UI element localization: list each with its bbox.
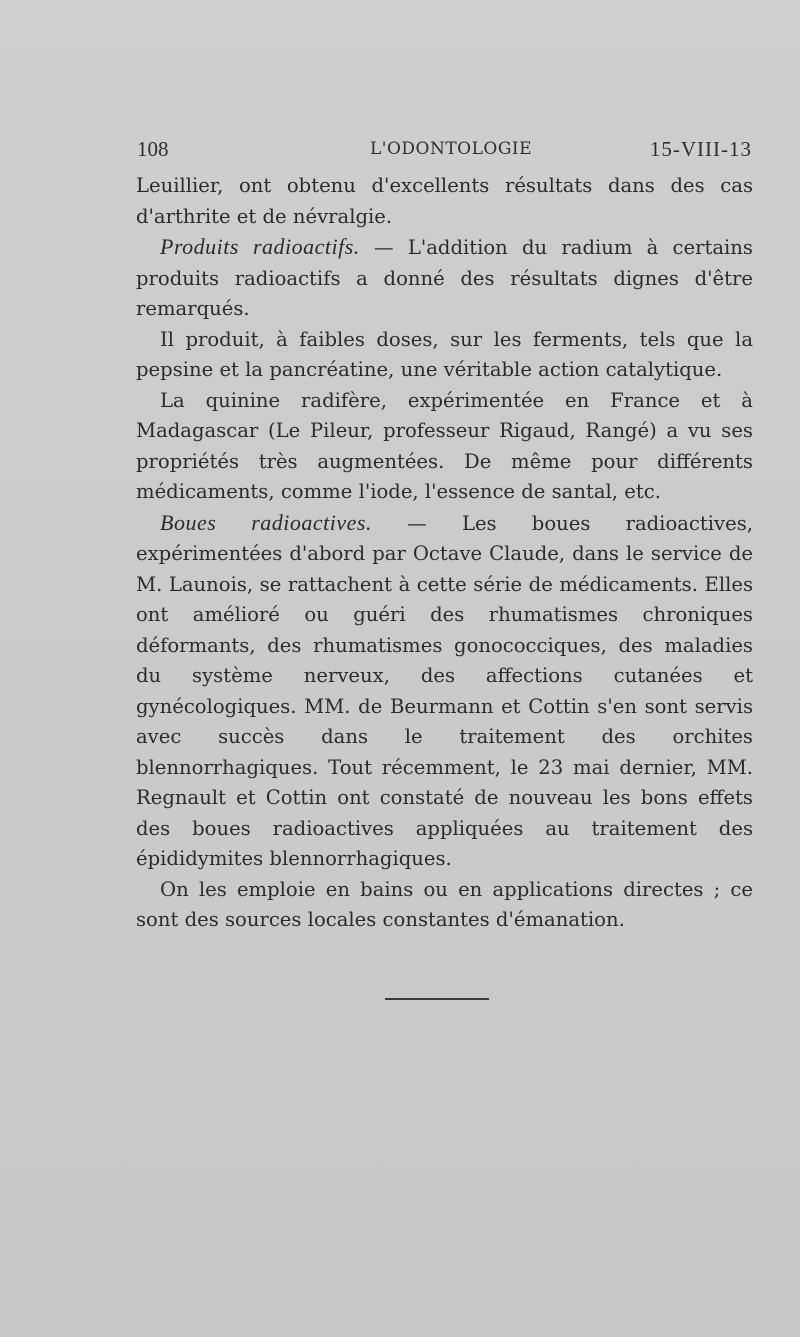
page-number: 108 [137,137,169,161]
section-heading-produits-radioactifs: Produits radioactifs. [160,234,360,259]
paragraph-3 [136,325,753,386]
article-body [136,171,753,936]
end-rule-divider [385,998,489,1000]
running-header [137,137,752,167]
paragraph-6 [136,875,753,936]
paragraph-6-text: On les emploie en bains ou en applications directes ; ce sont des sources locales constantes d'émanation. [136,877,753,931]
paragraph-1-text: Leuillier, ont obtenu d'excellents résultats dans des cas d'arthrite et de névralgie. [136,174,753,228]
paragraph-2-text: — L'addition du radium à certains produits radioactifs a donné des résultats dignes d'être remarqués. [136,236,753,320]
paragraph-2 [136,232,753,325]
journal-title: L'ODONTOLOGIE [370,139,533,159]
paragraph-4-text: La quinine radifère, expérimentée en France et à Madagascar (Le Pileur, professeur Rigaud, Rangé) a vu ses propriétés très augmentées. De même pour différents médicaments, comme l'iode, l'essence de santal, etc. [136,388,753,503]
section-heading-boues-radioactives: Boues radioactives. [160,509,372,535]
issue-date: 15-VIII-13 [649,137,752,161]
paragraph-1 [136,171,753,232]
paragraph-5-text: — Les boues radioactives, expérimentées d'abord par Octave Claude, dans le service de M. Launois, se rattachent à cette série de médicaments. Elles ont amélioré ou guéri des rhumatismes chroniques déformants, des rhumatismes gonococciques, des maladies du système nerveux, des affections cutanées et gynécologiques. MM. de Beurmann et Cottin s'en sont servis avec succès dans le traitement des orchites blennorrhagiques. Tout récemment, le 23 mai dernier, MM. Regnault et Cottin ont constaté de nouveau les bons effets des boues radioactives appliquées au traitement des épididymites blennorrhagiques. [136,511,753,870]
paragraph-5 [136,508,753,875]
paragraph-4 [136,386,753,508]
paragraph-3-text: Il produit, à faibles doses, sur les ferments, tels que la pepsine et la pancréatine, une véritable action catalytique. [136,327,753,381]
